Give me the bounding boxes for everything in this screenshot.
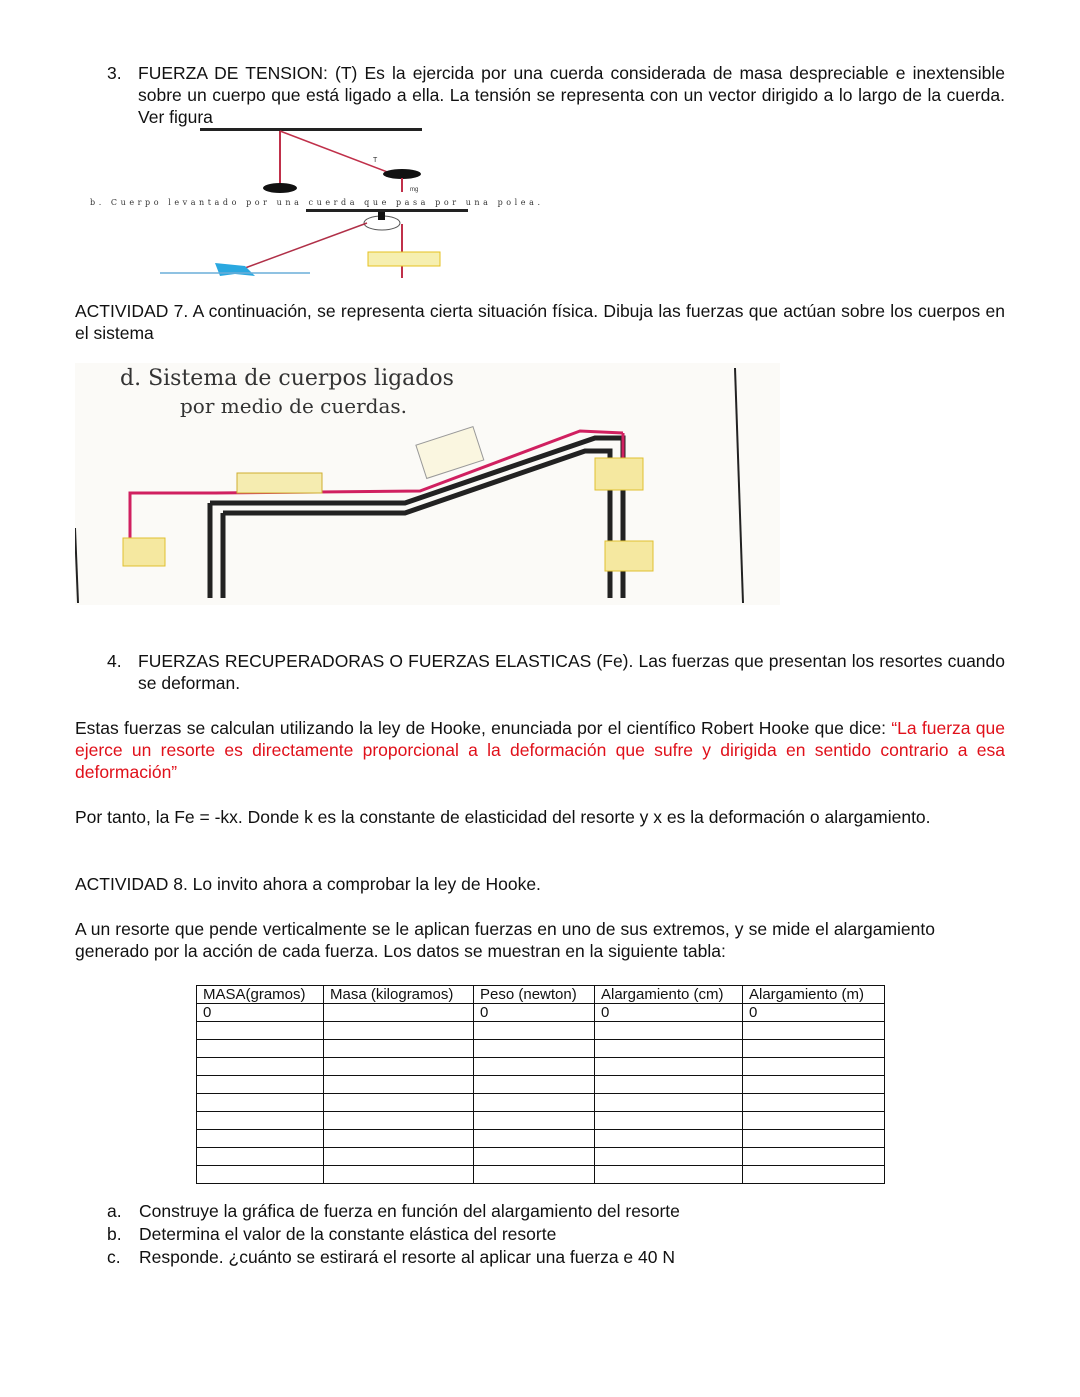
section-4-text: FUERZAS RECUPERADORAS O FUERZAS ELASTICAS (Fe). Las fuerzas que presentan los resortes cuando se deforman. <box>138 651 1005 693</box>
question-letter: b. <box>107 1224 122 1244</box>
table-cell <box>595 1112 743 1130</box>
table-cell <box>474 1076 595 1094</box>
table-cell <box>474 1094 595 1112</box>
table-row <box>197 1166 885 1184</box>
table-cell <box>474 1148 595 1166</box>
table-cell <box>197 1040 324 1058</box>
table-cell <box>197 1148 324 1166</box>
table-cell <box>474 1058 595 1076</box>
table-cell <box>324 1076 474 1094</box>
table-cell <box>595 1058 743 1076</box>
table-row <box>197 1058 885 1076</box>
actividad-8-intro: A un resorte que pende verticalmente se le aplican fuerzas en uno de sus extremos, y se mide el alargamiento generado por la acción de cada fuerza. Los datos se muestran en la siguiente tabla: <box>75 919 935 961</box>
header-cell: MASA(gramos) <box>197 986 324 1004</box>
question-letter: c. <box>107 1247 121 1267</box>
table-cell <box>474 1022 595 1040</box>
t-label: T <box>373 157 378 164</box>
table-row <box>197 1076 885 1094</box>
table-row <box>197 1094 885 1112</box>
table-cell <box>474 1112 595 1130</box>
question-item <box>107 1200 680 1223</box>
table-cell <box>474 1040 595 1058</box>
table-cell: 0 <box>595 1004 743 1022</box>
question-item <box>107 1223 680 1246</box>
table-cell: 0 <box>474 1004 595 1022</box>
table-cell <box>743 1094 885 1112</box>
table-cell <box>743 1022 885 1040</box>
table-cell: 0 <box>743 1004 885 1022</box>
table-cell <box>743 1076 885 1094</box>
table-cell <box>595 1148 743 1166</box>
caption-b: b. Cuerpo levantado por una cuerda que pasa por una polea. <box>90 198 541 207</box>
table-cell <box>324 1040 474 1058</box>
table-cell <box>197 1076 324 1094</box>
table-cell <box>474 1130 595 1148</box>
table-cell <box>197 1022 324 1040</box>
tension-figure <box>80 128 560 278</box>
hooke-paragraph <box>75 717 1005 783</box>
question-item <box>107 1246 680 1269</box>
header-cell: Peso (newton) <box>474 986 595 1004</box>
hooke-data-table <box>196 985 885 1184</box>
table-cell <box>595 1094 743 1112</box>
table-row <box>197 1148 885 1166</box>
question-list <box>107 1200 680 1269</box>
table-row <box>197 1022 885 1040</box>
formula-paragraph: Por tanto, la Fe = -kx. Donde k es la constante de elasticidad del resorte y x es la deformación o alargamiento. <box>75 807 931 827</box>
table-cell <box>197 1130 324 1148</box>
header-cell: Alargamiento (cm) <box>595 986 743 1004</box>
table-cell <box>324 1130 474 1148</box>
table-cell <box>743 1148 885 1166</box>
table-cell <box>197 1058 324 1076</box>
section-3-text: FUERZA DE TENSION: (T) Es la ejercida por una cuerda considerada de masa despreciable e inextensible sobre un cuerpo que está ligado a ella. La tensión se representa con un vector dirigido a lo largo de la cuerda. Ver figura <box>138 63 1005 127</box>
table-cell <box>595 1022 743 1040</box>
hooke-intro: Estas fuerzas se calculan utilizando la ley de Hooke, enunciada por el científico Robert Hooke que dice: <box>75 718 892 738</box>
table-cell <box>743 1058 885 1076</box>
hooke-quote: “La fuerza que ejerce un resorte es directamente proporcional a la deformación que sufre y dirigida en sentido contrario a esa deformación” <box>75 718 1006 782</box>
table-cell <box>324 1058 474 1076</box>
question-text: Construye la gráfica de fuerza en función del alargamiento del resorte <box>139 1201 680 1221</box>
table-cell <box>197 1112 324 1130</box>
table-cell: 0 <box>197 1004 324 1022</box>
linked-bodies-figure <box>75 363 780 605</box>
table-cell <box>743 1130 885 1148</box>
caption-d-line1: d. Sistema de cuerpos ligados <box>120 366 454 391</box>
mg-label: mg <box>410 187 419 193</box>
table-cell <box>324 1022 474 1040</box>
table-row <box>197 1004 885 1022</box>
question-text: Determina el valor de la constante elástica del resorte <box>139 1224 557 1244</box>
caption-d-line2: por medio de cuerdas. <box>180 394 407 418</box>
table-cell <box>324 1166 474 1184</box>
section-4-number: 4. <box>107 651 122 671</box>
table-header-row <box>197 986 885 1004</box>
table-cell <box>595 1040 743 1058</box>
table-cell <box>324 1148 474 1166</box>
table-cell <box>474 1166 595 1184</box>
header-cell: Alargamiento (m) <box>743 986 885 1004</box>
table-row <box>197 1040 885 1058</box>
table-cell <box>197 1166 324 1184</box>
table-cell <box>324 1112 474 1130</box>
table-cell <box>324 1094 474 1112</box>
table-cell <box>743 1166 885 1184</box>
table-cell <box>743 1040 885 1058</box>
header-cell: Masa (kilogramos) <box>324 986 474 1004</box>
question-text: Responde. ¿cuánto se estirará el resorte al aplicar una fuerza e 40 N <box>139 1247 675 1267</box>
actividad-7-text: ACTIVIDAD 7. A continuación, se representa cierta situación física. Dibuja las fuerzas que actúan sobre los cuerpos en el sistema <box>75 301 1005 343</box>
table-cell <box>595 1130 743 1148</box>
table-cell <box>743 1112 885 1130</box>
section-3-number: 3. <box>107 63 122 83</box>
table-cell <box>197 1094 324 1112</box>
table-row <box>197 1112 885 1130</box>
table-row <box>197 1130 885 1148</box>
table-cell <box>324 1004 474 1022</box>
table-cell <box>595 1076 743 1094</box>
actividad-8-heading: ACTIVIDAD 8. Lo invito ahora a comprobar la ley de Hooke. <box>75 874 541 894</box>
question-letter: a. <box>107 1201 122 1221</box>
table-cell <box>595 1166 743 1184</box>
